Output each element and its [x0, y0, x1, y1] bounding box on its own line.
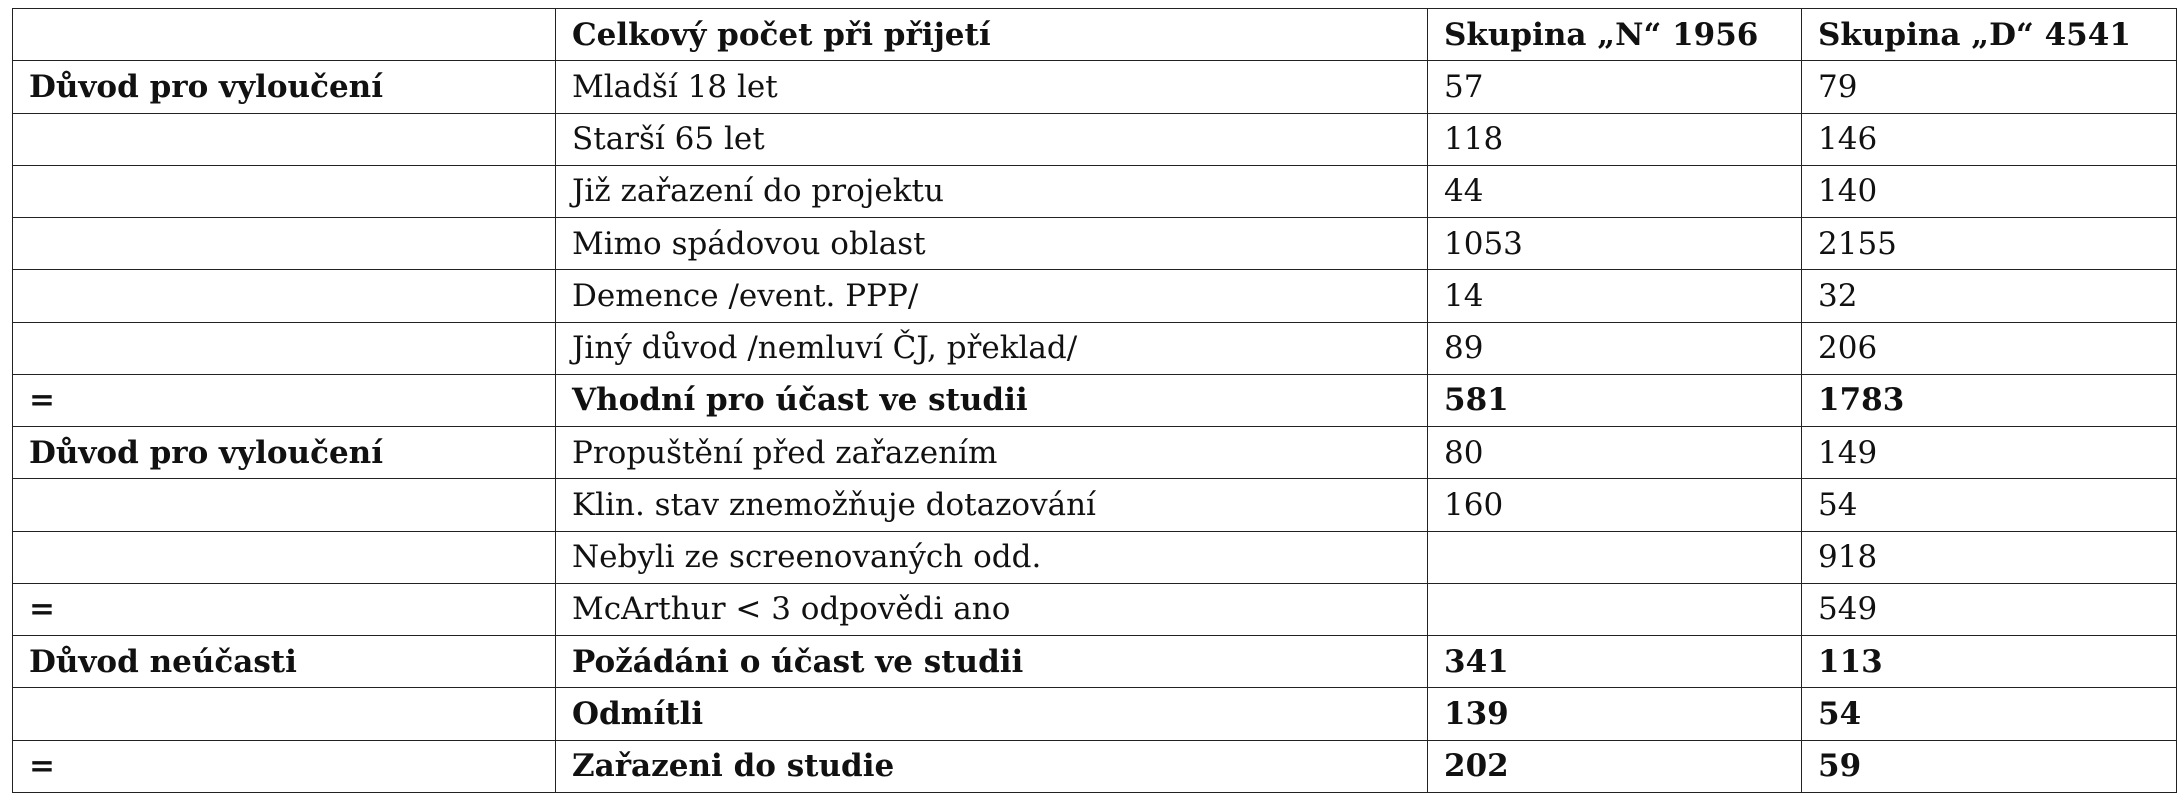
group-d-cell: 54 [1802, 688, 2177, 740]
header-cell-total-count: Celkový počet při přijetí [556, 9, 1428, 61]
group-n-cell: 202 [1428, 740, 1802, 792]
reason-cell [13, 322, 556, 374]
category-cell: Odmítli [556, 688, 1428, 740]
group-n-cell: 581 [1428, 374, 1802, 426]
reason-cell: Důvod pro vyloučení [13, 427, 556, 479]
group-d-cell: 149 [1802, 427, 2177, 479]
group-d-cell: 1783 [1802, 374, 2177, 426]
category-cell: Mimo spádovou oblast [556, 218, 1428, 270]
reason-cell: Důvod pro vyloučení [13, 61, 556, 113]
category-cell: Zařazeni do studie [556, 740, 1428, 792]
table-row [13, 218, 2177, 270]
group-n-cell: 80 [1428, 427, 1802, 479]
header-row [13, 9, 2177, 61]
reason-cell [13, 218, 556, 270]
table-row [13, 113, 2177, 165]
group-d-cell: 54 [1802, 479, 2177, 531]
group-n-cell: 118 [1428, 113, 1802, 165]
group-n-cell: 44 [1428, 165, 1802, 217]
group-d-cell: 146 [1802, 113, 2177, 165]
group-n-cell: 14 [1428, 270, 1802, 322]
table-row [13, 531, 2177, 583]
group-n-cell: 1053 [1428, 218, 1802, 270]
group-n-cell [1428, 583, 1802, 635]
table-row [13, 165, 2177, 217]
table-row [13, 740, 2177, 792]
reason-cell [13, 531, 556, 583]
reason-cell: = [13, 374, 556, 426]
reason-cell: = [13, 740, 556, 792]
table-row [13, 688, 2177, 740]
group-d-cell: 79 [1802, 61, 2177, 113]
header-cell-reason [13, 9, 556, 61]
reason-cell [13, 270, 556, 322]
reason-cell [13, 479, 556, 531]
category-cell: Vhodní pro účast ve studii [556, 374, 1428, 426]
group-n-cell: 139 [1428, 688, 1802, 740]
group-n-cell: 160 [1428, 479, 1802, 531]
table-row [13, 270, 2177, 322]
data-table [12, 8, 2177, 793]
group-n-cell: 89 [1428, 322, 1802, 374]
reason-cell: Důvod neúčasti [13, 636, 556, 688]
group-d-cell: 206 [1802, 322, 2177, 374]
group-d-cell: 918 [1802, 531, 2177, 583]
table-row [13, 61, 2177, 113]
category-cell: Mladší 18 let [556, 61, 1428, 113]
table-body [13, 9, 2177, 793]
group-n-cell: 341 [1428, 636, 1802, 688]
reason-cell: = [13, 583, 556, 635]
category-cell: Propuštění před zařazením [556, 427, 1428, 479]
table-row [13, 636, 2177, 688]
category-cell: Jiný důvod /nemluví ČJ, překlad/ [556, 322, 1428, 374]
reason-cell [13, 165, 556, 217]
group-n-cell [1428, 531, 1802, 583]
group-d-cell: 140 [1802, 165, 2177, 217]
category-cell: Nebyli ze screenovaných odd. [556, 531, 1428, 583]
category-cell: Demence /event. PPP/ [556, 270, 1428, 322]
group-n-cell: 57 [1428, 61, 1802, 113]
group-d-cell: 113 [1802, 636, 2177, 688]
table-row [13, 427, 2177, 479]
group-d-cell: 2155 [1802, 218, 2177, 270]
reason-cell [13, 113, 556, 165]
category-cell: Požádáni o účast ve studii [556, 636, 1428, 688]
group-d-cell: 549 [1802, 583, 2177, 635]
table-row [13, 583, 2177, 635]
table-row [13, 374, 2177, 426]
category-cell: Klin. stav znemožňuje dotazování [556, 479, 1428, 531]
category-cell: Již zařazení do projektu [556, 165, 1428, 217]
reason-cell [13, 688, 556, 740]
group-d-cell: 59 [1802, 740, 2177, 792]
header-cell-group-d: Skupina „D“ 4541 [1802, 9, 2177, 61]
header-cell-group-n: Skupina „N“ 1956 [1428, 9, 1802, 61]
category-cell: Starší 65 let [556, 113, 1428, 165]
table-row [13, 322, 2177, 374]
category-cell: McArthur < 3 odpovědi ano [556, 583, 1428, 635]
group-d-cell: 32 [1802, 270, 2177, 322]
table-row [13, 479, 2177, 531]
